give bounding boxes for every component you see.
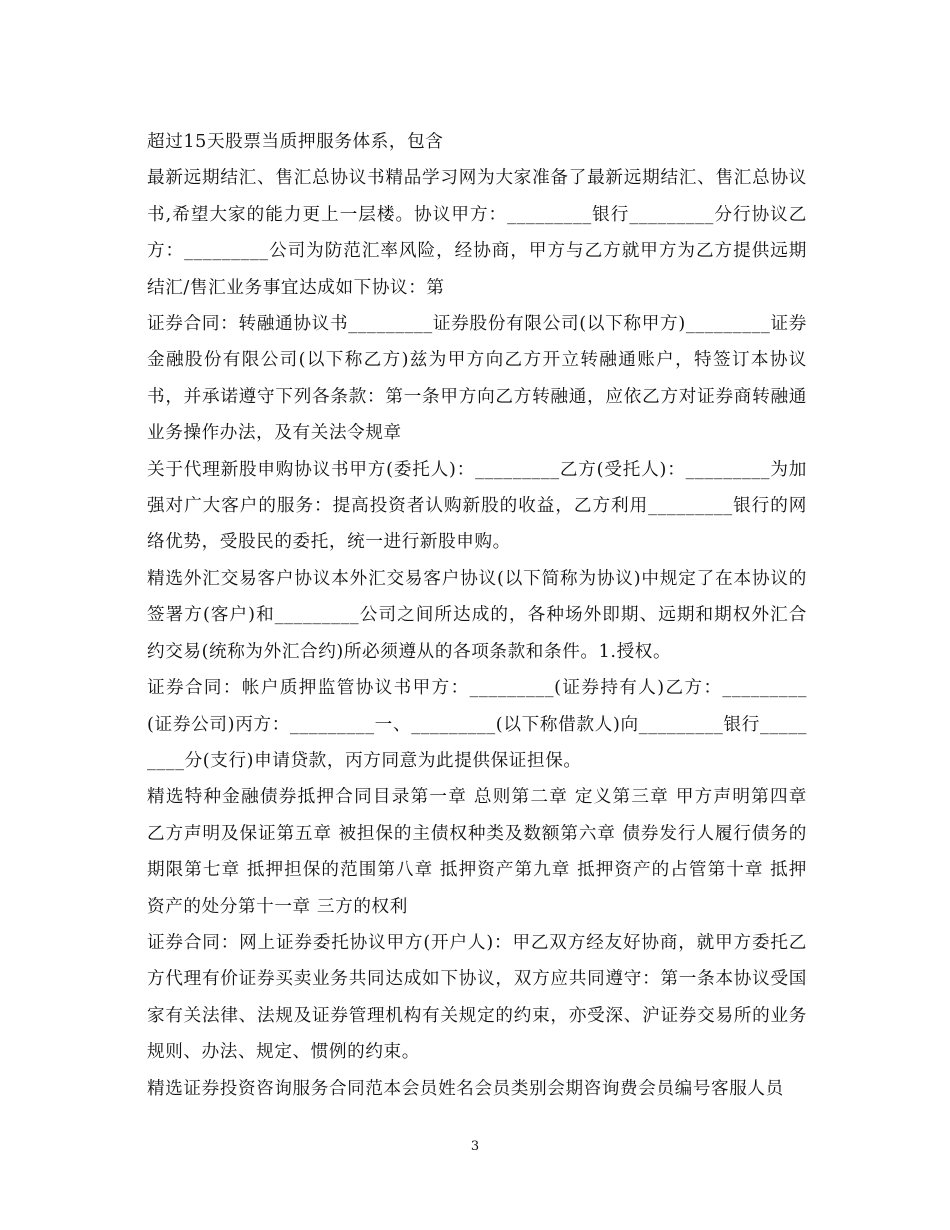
paragraph-account-pledge: 证券合同：帐户质押监管协议书甲方：_________(证券持有人)乙方：_________(证券公司)丙方：_________一、_________(以下称借款人)向_________银行_________分(支行)申请贷款，丙方同意为此提供保证担保。 [147,678,807,771]
paragraph-investment-advisory: 精选证券投资咨询服务合同范本会员姓名会员类别会期咨询费会员编号客服人员 [147,1078,784,1099]
paragraph-intro: 超过15天股票当质押服务体系，包含 [147,132,444,152]
paragraph-forward-settlement: 最新远期结汇、售汇总协议书精品学习网为大家准备了最新远期结汇、售汇总协议书,希望大家的能力更上一层楼。协议甲方：_________银行_________分行协议乙方：_________公司为防范汇率风险，经协商，甲方与乙方就甲方为乙方提供远期结汇/售汇业务事宜达成如下协议：第 [147,168,807,298]
paragraph-bond-mortgage-contents: 精选特种金融债券抵押合同目录第一章 总则第二章 定义第三章 甲方声明第四章 乙方声明及保证第五章 被担保的主债权种类及数额第六章 债券发行人履行债务的期限第七章 抵押担保的范围第八章 抵押资产第九章 抵押资产的占管第十章 抵押资产的处分第十一章 三方的权利 [147,787,807,917]
paragraph-online-securities: 证券合同：网上证券委托协议甲方(开户人)：甲乙双方经友好协商，就甲方委托乙方代理有价证券买卖业务共同达成如下协议，双方应共同遵守：第一条本协议受国家有关法律、法规及证券管理机构有关规定的约束，亦受深、沪证券交易所的业务规则、办法、规定、惯例的约束。 [147,932,807,1063]
document-body [147,124,807,1107]
page-number: 3 [470,1139,480,1154]
paragraph-forex-client-agreement: 精选外汇交易客户协议本外汇交易客户协议(以下简称为协议)中规定了在本协议的签署方(客户)和_________公司之间所达成的，各种场外即期、远期和期权外汇合约交易(统称为外汇合约)所必须遵从的各项条款和条件。1.授权。 [147,568,807,662]
paragraph-refinancing-agreement: 证券合同：转融通协议书_________证券股份有限公司(以下称甲方)_________证券金融股份有限公司(以下称乙方)兹为甲方向乙方开立转融通账户，特签订本协议书，并承诺遵守下列各条款：第一条甲方向乙方转融通，应依乙方对证券商转融通业务操作办法，及有关法令规章 [147,314,807,444]
paragraph-ipo-subscription: 关于代理新股申购协议书甲方(委托人)：_________乙方(受托人)：_________为加强对广大客户的服务：提高投资者认购新股的收益，乙方利用_________银行的网络优势，受股民的委托，统一进行新股申购。 [147,459,807,553]
